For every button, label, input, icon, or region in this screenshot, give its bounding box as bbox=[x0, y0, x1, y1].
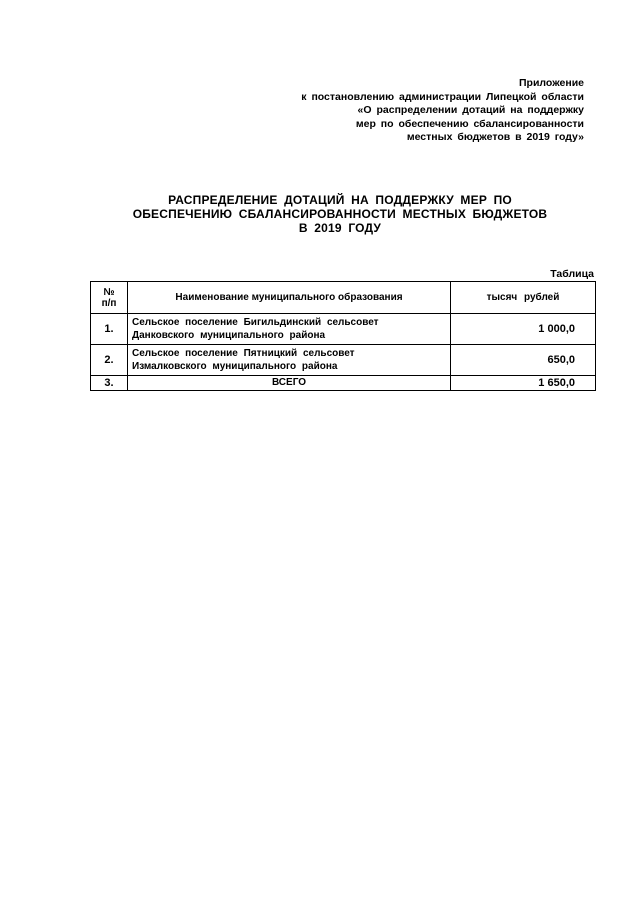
table-label: Таблица bbox=[550, 268, 594, 280]
header-num-line1: № bbox=[103, 286, 115, 298]
row-name-line2: Данковского муниципального района bbox=[132, 330, 326, 341]
total-value: 1 650,0 bbox=[451, 376, 596, 391]
table-total-row bbox=[91, 376, 596, 391]
distribution-table bbox=[90, 281, 596, 391]
total-label: ВСЕГО bbox=[128, 376, 451, 391]
header-name: Наименование муниципального образования bbox=[128, 282, 451, 314]
header-num-line2: п/п bbox=[101, 297, 117, 309]
row-name bbox=[128, 314, 451, 345]
row-value: 1 000,0 bbox=[451, 314, 596, 345]
appendix-line: «О распределении дотаций на поддержку bbox=[357, 104, 584, 117]
title-line: РАСПРЕДЕЛЕНИЕ ДОТАЦИЙ НА ПОДДЕРЖКУ МЕР ПО bbox=[168, 193, 512, 207]
header-value: тысяч рублей bbox=[451, 282, 596, 314]
appendix-line: к постановлению администрации Липецкой области bbox=[301, 90, 584, 103]
row-num: 2. bbox=[91, 345, 128, 376]
appendix-block bbox=[301, 77, 584, 145]
title-line: ОБЕСПЕЧЕНИЮ СБАЛАНСИРОВАННОСТИ МЕСТНЫХ БЮДЖЕТОВ bbox=[132, 207, 548, 222]
row-value: 650,0 bbox=[451, 345, 596, 376]
document-title bbox=[90, 193, 590, 236]
row-num: 1. bbox=[91, 314, 128, 345]
appendix-line: Приложение bbox=[518, 77, 584, 89]
total-num: 3. bbox=[91, 376, 128, 391]
appendix-line: мер по обеспечению сбалансированности bbox=[355, 117, 584, 130]
row-name bbox=[128, 345, 451, 376]
title-line: В 2019 ГОДУ bbox=[298, 221, 382, 236]
table-row bbox=[91, 345, 596, 376]
appendix-line: местных бюджетов в 2019 году» bbox=[406, 131, 584, 144]
row-name-line2: Измалковского муниципального района bbox=[132, 361, 338, 372]
header-num bbox=[91, 282, 128, 314]
table-row bbox=[91, 314, 596, 345]
row-name-line1: Сельское поселение Бигильдинский сельсовет bbox=[132, 317, 379, 328]
table-header-row bbox=[91, 282, 596, 314]
row-name-line1: Сельское поселение Пятницкий сельсовет bbox=[132, 348, 355, 359]
